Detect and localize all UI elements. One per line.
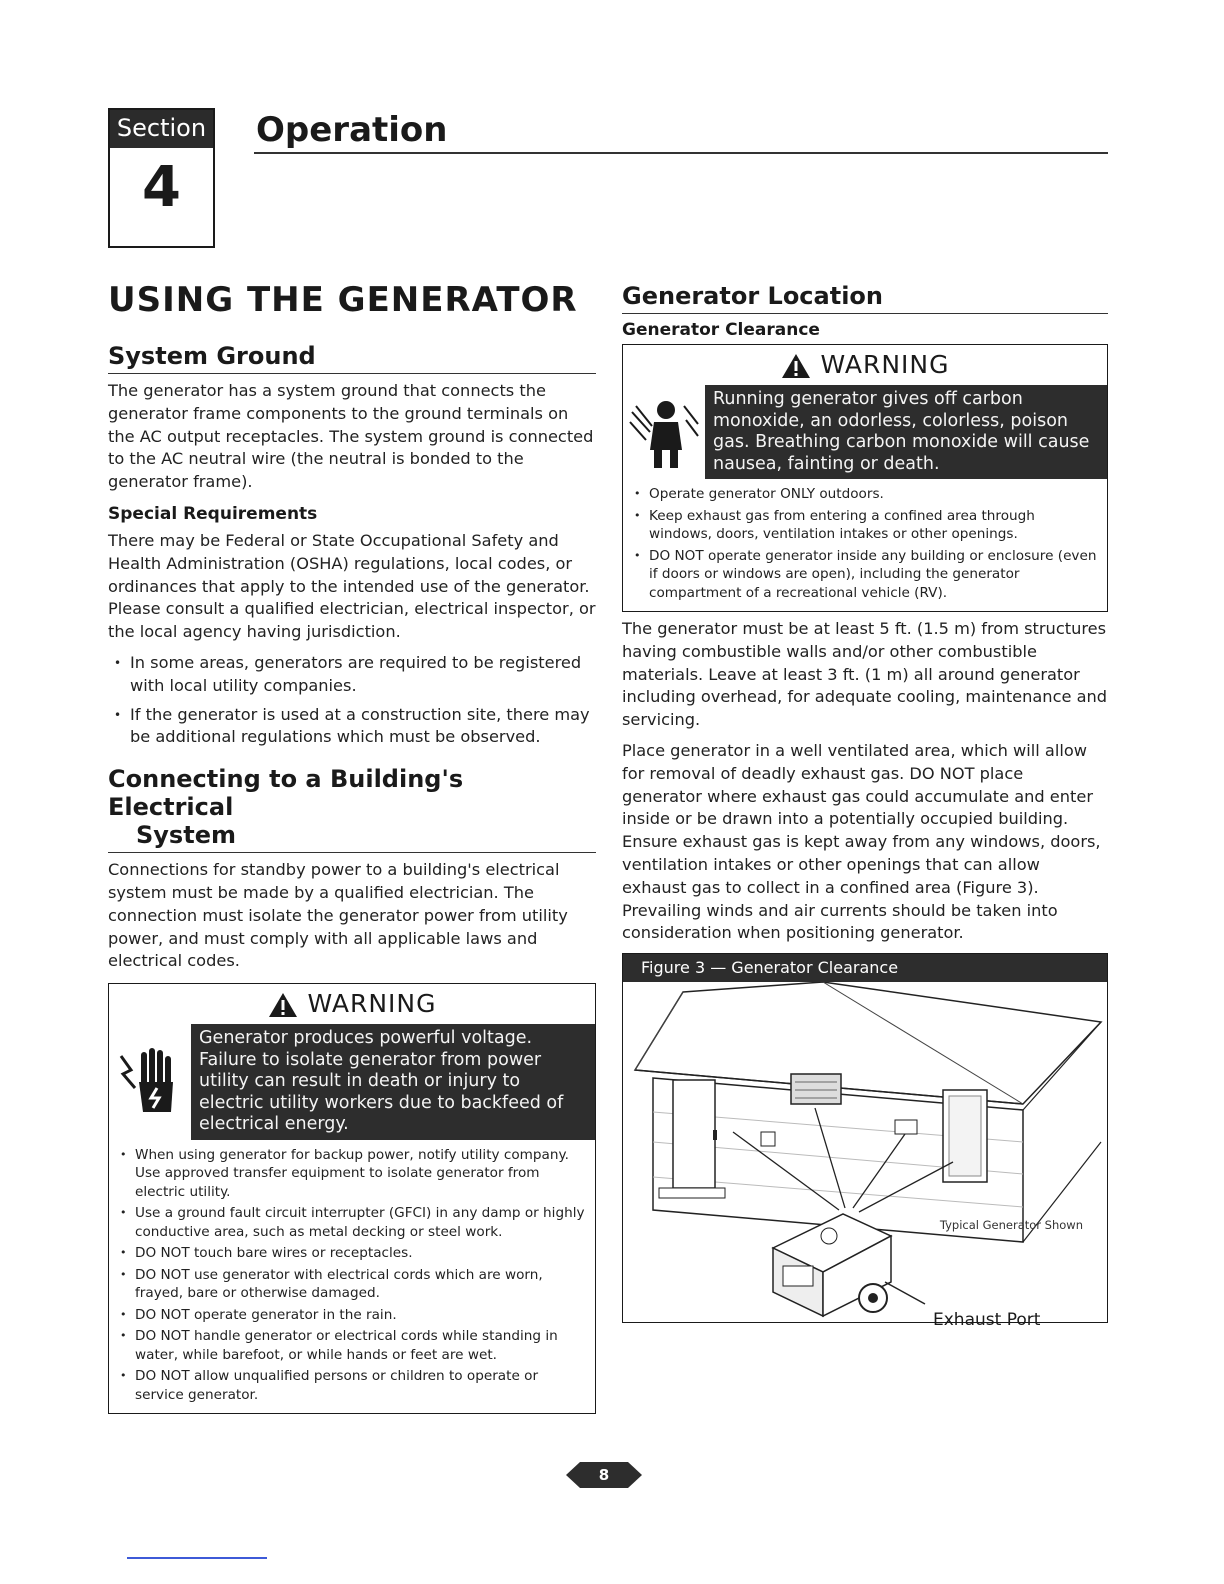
warning-triangle-icon [781, 353, 811, 379]
warning-band [623, 385, 1107, 479]
system-ground-heading: System Ground [108, 342, 596, 374]
section-rule [254, 152, 1108, 154]
connecting-heading [108, 765, 596, 853]
section-title: Operation [256, 110, 448, 150]
connecting-heading-line1: Connecting to a Building's Electrical [108, 765, 464, 822]
connecting-text: Connections for standby power to a building's electrical system must be made by a qualified electrician. The connection must isolate the generator power from utility power, and must comply with all applicable laws and electrical codes. [108, 860, 568, 971]
section-number: 4 [142, 155, 181, 220]
warning-title: WARNING [307, 989, 437, 1019]
page-heading: USING THE GENERATOR [108, 280, 578, 320]
figure-caption: Typical Generator Shown [939, 1218, 1083, 1233]
figure-title: Figure 3 — Generator Clearance [623, 954, 1107, 982]
footer-line [127, 1557, 267, 1559]
list-item: • DO NOT operate generator in the rain. [115, 1306, 587, 1325]
page-number-text: 8 [598, 1466, 610, 1484]
special-requirements-heading: Special Requirements [108, 503, 318, 524]
warning-message: Generator produces powerful voltage. Failure to isolate generator from power utility can result in death or injury to electric utility workers due to backfeed of electrical energy. [199, 1028, 564, 1135]
warning-header [623, 345, 1107, 385]
warning-triangle-icon [268, 992, 298, 1018]
list-item: • Use a ground fault circuit interrupter (GFCI) in any damp or highly conductive area, such as metal decking or steel work. [115, 1204, 587, 1241]
co-warning-box [622, 344, 1108, 612]
generator-clearance-heading: Generator Clearance [622, 320, 820, 340]
warning-title: WARNING [820, 350, 950, 379]
list-item: • DO NOT operate generator inside any building or enclosure (even if doors or windows are open), including the generator compartment of a recreational vehicle (RV). [629, 547, 1099, 603]
ventilation-paragraph: Place generator in a well ventilated area, which will allow for removal of deadly exhaust gas. DO NOT place generator where exhaust gas could accumulate and enter inside or be drawn into a potentially occupied building. Ensure exhaust gas is kept away from any windows, doors, ventilation intakes or other openings that can allow exhaust gas to collect in a confined area (Figure 3). Prevailing winds and air currents should be taken into consideration when positioning generator. [622, 740, 1101, 943]
connecting-heading-line2: System [136, 821, 236, 850]
house-generator-illustration [623, 982, 1106, 1322]
section-box [108, 108, 215, 248]
list-item: • Operate generator ONLY outdoors. [629, 485, 1099, 504]
warning-band [109, 1024, 595, 1140]
warning-list [623, 479, 1107, 611]
generator-location-heading: Generator Location [622, 282, 1108, 314]
electric-shock-icon [109, 1024, 191, 1140]
system-ground-text: The generator has a system ground that connects the generator frame components to the ground terminals on the AC output receptacles. The system ground is connected to the AC neutral wire (the neutral is bonded to the generator frame). [108, 381, 594, 492]
list-item: • DO NOT touch bare wires or receptacles. [115, 1244, 587, 1263]
left-column [108, 280, 596, 1414]
warning-message: Running generator gives off carbon monoxide, an odorless, colorless, poison gas. Breathing carbon monoxide will cause nausea, fainting or death. [713, 389, 1090, 474]
list-item: • DO NOT use generator with electrical cords which are worn, frayed, bare or otherwise damaged. [115, 1266, 587, 1303]
list-item: • When using generator for backup power, notify utility company. Use approved transfer equipment to isolate generator from electric utility. [115, 1146, 587, 1202]
special-requirements-text: There may be Federal or State Occupational Safety and Health Administration (OSHA) regulations, local codes, or ordinances that apply to the intended use of the generator. Please consult a qualified electrician, electrical inspector, or the local agency having jurisdiction. [108, 530, 596, 642]
right-column [622, 280, 1108, 1331]
page-number [566, 1460, 642, 1490]
list-item: • DO NOT handle generator or electrical cords while standing in water, while barefoot, or while hands or feet are wet. [115, 1327, 587, 1364]
list-item: • If the generator is used at a construction site, there may be additional regulations which must be observed. [108, 704, 596, 750]
clearance-paragraph: The generator must be at least 5 ft. (1.5 m) from structures having combustible walls and/or other combustible materials. Leave at least 3 ft. (1 m) all around generator including overhead, for adequate cooling, maintenance and servicing. [622, 619, 1108, 730]
section-label: Section [110, 110, 213, 148]
list-item: • Keep exhaust gas from entering a confined area through windows, doors, ventilation intakes or other openings. [629, 507, 1099, 544]
warning-header [109, 984, 595, 1024]
shock-warning-box [108, 983, 596, 1414]
special-requirements-list [108, 652, 596, 749]
figure-generator-clearance [622, 953, 1108, 1331]
warning-list [109, 1140, 595, 1414]
poison-gas-icon [623, 385, 705, 479]
list-item: • In some areas, generators are required to be registered with local utility companies. [108, 652, 596, 698]
exhaust-port-label: Exhaust Port [933, 1310, 1041, 1331]
list-item: • DO NOT allow unqualified persons or children to operate or service generator. [115, 1367, 587, 1404]
